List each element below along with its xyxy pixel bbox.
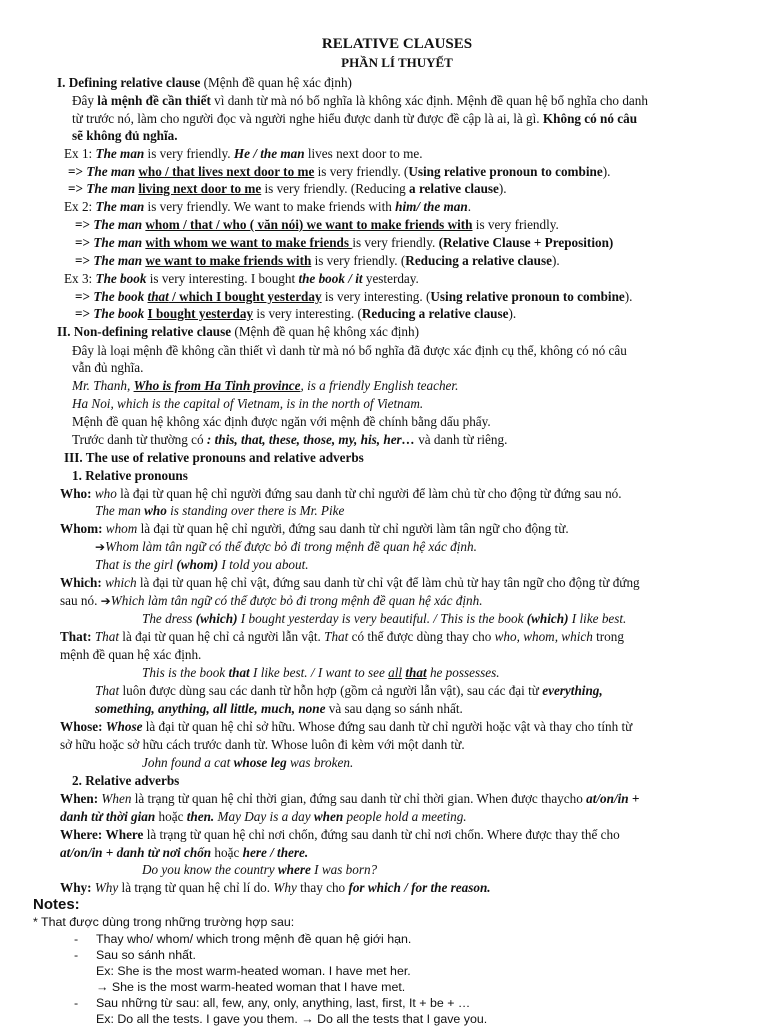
which-definition: sau nó. ➔Which làm tân ngữ có thể được bỏ đi trong mệnh đề quan hệ xác định. (60, 593, 483, 608)
whose-example: John found a cat whose leg was broken. (142, 755, 354, 770)
section-2-heading: II. Non-defining relative clause (Mệnh đề quan hệ không xác định) (57, 324, 419, 339)
notes-list-item: Thay who/ whom/ which trong mệnh đề quan hệ giới hạn. (96, 932, 412, 946)
notes-example: Ex: Do all the tests. I gave you them. → Do all the tests that I gave you. (96, 1012, 488, 1026)
section-2-para-line: Trước danh từ thường có : this, that, these, those, my, his, her… và danh từ riêng. (72, 432, 508, 447)
right-arrow-icon: ➔ (100, 594, 111, 608)
section-1-para-line: sẽ không đủ nghĩa. (72, 128, 178, 143)
right-arrow-icon: ➔ (95, 540, 106, 554)
who-definition: Who: who là đại từ quan hệ chỉ người đứng sau danh từ chỉ người để làm chủ từ cho động từ đứng sau nó. (60, 486, 622, 501)
dash-bullet: - (74, 932, 79, 946)
who-example: The man who is standing over there is Mr. Pike (95, 503, 345, 518)
dash-bullet: - (74, 996, 79, 1010)
whose-definition: Whose: Whose là đại từ quan hệ chỉ sở hữu. Whose đứng sau danh từ chỉ người hoặc vật và thay cho tính từ (60, 719, 633, 734)
section-1-para-line: từ trước nó, làm cho người đọc và người nghe hiểu được danh từ được đề cập là ai, là gì. Không có nó câu (72, 111, 638, 126)
section-2-para-line: Đây là loại mệnh đề không cần thiết vì danh từ mà nó bổ nghĩa đã được xác định cụ thể, không có nó câu (72, 343, 627, 358)
whom-example: That is the girl (whom) I told you about. (95, 557, 309, 572)
section-3-heading: III. The use of relative pronouns and relative adverbs (64, 450, 364, 465)
example-2-line: => The man we want to make friends with is very friendly. (Reducing a relative clause). (75, 253, 560, 268)
when-definition: When: When là trạng từ quan hệ chỉ thời gian, đứng sau danh từ chỉ thời gian. When được thaycho at/on/in + (60, 791, 640, 806)
notes-list-item: Sau so sánh nhất. (96, 948, 196, 962)
section-2-example: Mr. Thanh, Who is from Ha Tinh province, is a friendly English teacher. (72, 378, 459, 393)
notes-example: → She is the most warm-heated woman that I have met. (96, 980, 406, 994)
example-2-line: => The man whom / that / who ( văn nói) we want to make friends with is very friendly. (75, 217, 559, 232)
example-2-line: Ex 2: The man is very friendly. We want to make friends with him/ the man. (64, 199, 472, 214)
where-definition: Where: Where là trạng từ quan hệ chỉ nơi chốn, đứng sau danh từ chỉ nơi chốn. Where được thay thế cho (60, 827, 620, 842)
page-subtitle: PHẦN LÍ THUYẾT (341, 55, 453, 70)
whom-definition: Whom: whom là đại từ quan hệ chỉ người, đứng sau danh từ chỉ người làm tân ngữ cho động từ. (60, 521, 569, 536)
section-1-heading: I. Defining relative clause (Mệnh đề quan hệ xác định) (57, 75, 352, 90)
whom-note: ➔Whom làm tân ngữ có thể được bỏ đi trong mệnh đề quan hệ xác định. (95, 539, 477, 554)
example-3-line: => The book that / which I bought yesterday is very interesting. (Using relative pronoun to combine). (75, 289, 633, 304)
that-definition: That: That là đại từ quan hệ chỉ cả người lẫn vật. That có thể được dùng thay cho who, whom, which trong (60, 629, 624, 644)
notes-heading: Notes: (33, 896, 80, 913)
example-1-line: => The man living next door to me is very friendly. (Reducing a relative clause). (68, 181, 507, 196)
which-definition: Which: which là đại từ quan hệ chỉ vật, đứng sau danh từ chỉ vật để làm chủ từ hay tân ngữ cho động từ đứng (60, 575, 640, 590)
that-example: This is the book that I like best. / I want to see all that he possesses. (142, 665, 500, 680)
dash-bullet: - (74, 948, 79, 962)
example-2-line: => The man with whom we want to make friends is very friendly. (Relative Clause + Preposition) (75, 235, 614, 250)
subsection-2-heading: 2. Relative adverbs (72, 773, 180, 788)
where-definition: at/on/in + danh từ nơi chốn hoặc here / there. (60, 845, 309, 860)
which-example: The dress (which) I bought yesterday is very beautiful. / This is the book (which) I like best. (142, 611, 627, 626)
page-title: RELATIVE CLAUSES (321, 36, 473, 52)
why-definition: Why: Why là trạng từ quan hệ chỉ lí do. Why thay cho for which / for the reason. (60, 880, 491, 895)
that-note: That luôn được dùng sau các danh từ hỗn hợp (gồm cả người lẫn vật), sau các đại từ everything, (95, 683, 603, 698)
example-3-line: Ex 3: The book is very interesting. I bought the book / it yesterday. (64, 271, 419, 286)
where-example: Do you know the country where I was born? (142, 862, 378, 877)
example-1-line: Ex 1: The man is very friendly. He / the man lives next door to me. (64, 146, 423, 161)
section-2-para-line: vẫn đủ nghĩa. (72, 360, 144, 375)
notes-intro: * That được dùng trong những trường hợp sau: (33, 915, 295, 929)
example-3-line: => The book I bought yesterday is very interesting. (Reducing a relative clause). (75, 306, 517, 321)
right-arrow-icon: → (301, 1012, 314, 1026)
notes-example: Ex: She is the most warm-heated woman. I have met her. (96, 964, 411, 978)
subsection-1-heading: 1. Relative pronouns (72, 468, 188, 483)
section-2-para-line: Mệnh đề quan hệ không xác định được ngăn với mệnh đề chính bằng dấu phẩy. (72, 414, 491, 429)
notes-list-item: Sau những từ sau: all, few, any, only, anything, last, first, It + be + … (96, 996, 471, 1010)
example-1-line: => The man who / that lives next door to me is very friendly. (Using relative pronoun to combine). (68, 164, 611, 179)
section-1-para-line: Đây là mệnh đề cần thiết vì danh từ mà nó bổ nghĩa là không xác định. Mệnh đề quan hệ bổ nghĩa cho danh (72, 93, 648, 108)
that-note: something, anything, all little, much, none và sau dạng so sánh nhất. (95, 701, 463, 716)
that-definition: mệnh đề quan hệ xác định. (60, 647, 202, 662)
when-definition: danh từ thời gian hoặc then. May Day is a day when people hold a meeting. (60, 809, 467, 824)
whose-definition: sở hữu hoặc sở hữu cách trước danh từ. Whose luôn đi kèm với một danh từ. (60, 737, 465, 752)
section-2-example: Ha Noi, which is the capital of Vietnam, is in the north of Vietnam. (72, 396, 424, 411)
right-arrow-icon: → (96, 980, 109, 994)
